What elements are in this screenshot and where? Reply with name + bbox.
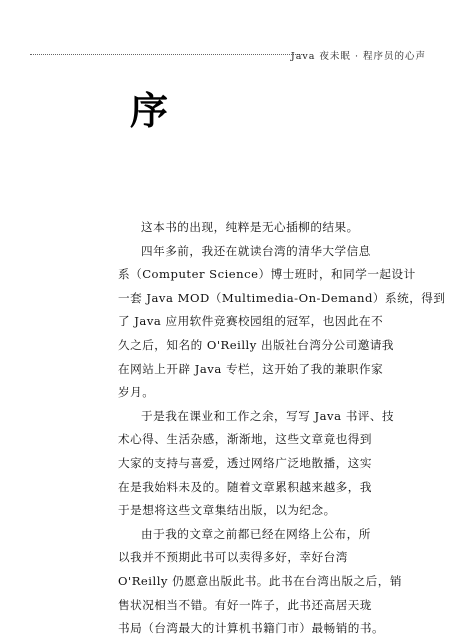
text-line: 系（Computer Science）博士班时，和同学一起设计 <box>118 267 416 282</box>
page-title: 序 <box>130 88 169 133</box>
text-line: 书局（台湾最大的计算机书籍门市）最畅销的书。 <box>118 621 385 636</box>
text-line: 在是我始料未及的。随着文章累积越来越多，我 <box>118 479 372 494</box>
text-line: 一套 Java MOD（Multimedia-On-Demand）系统，得到 <box>118 290 446 305</box>
text-line: 由于我的文章之前都已经在网络上公布，所 <box>141 526 371 541</box>
text-line: 在网站上开辟 Java 专栏，这开始了我的兼职作家 <box>118 361 384 376</box>
text-line: 岁月。 <box>118 385 155 400</box>
paragraph <box>118 216 392 240</box>
text-line: 大家的支持与喜爱，透过网络广泛地散播，这实 <box>118 455 372 470</box>
paragraph <box>118 405 395 523</box>
text-line: 久之后，知名的 O'Reilly 出版社台湾分公司邀请我 <box>118 337 395 352</box>
paragraph <box>118 240 446 405</box>
running-title: Java 夜未眠 · 程序员的心声 <box>290 51 426 62</box>
text-line: 这本书的出现，纯粹是无心插柳的结果。 <box>141 220 359 234</box>
page-header <box>30 48 426 62</box>
text-line: O'Reilly 仍愿意出版此书。此书在台湾出版之后，销 <box>118 573 402 588</box>
text-line: 以我并不预期此书可以卖得多好，幸好台湾 <box>118 550 348 565</box>
text-line: 了 Java 应用软件竞赛校园组的冠军，也因此在不 <box>118 314 384 329</box>
preface-body <box>118 216 446 641</box>
text-line: 于是想将这些文章集结出版，以为纪念。 <box>118 503 336 518</box>
paragraph <box>118 523 402 641</box>
text-line: 四年多前，我还在就读台湾的清华大学信息 <box>141 243 371 258</box>
text-line: 售状况相当不错。有好一阵子，此书还高居天珑 <box>118 597 372 612</box>
header-dotted-rule <box>30 54 302 55</box>
text-line: 于是我在课业和工作之余，写写 Java 书评、技 <box>141 408 395 423</box>
text-line: 术心得、生活杂感，渐渐地，这些文章竟也得到 <box>118 432 372 447</box>
